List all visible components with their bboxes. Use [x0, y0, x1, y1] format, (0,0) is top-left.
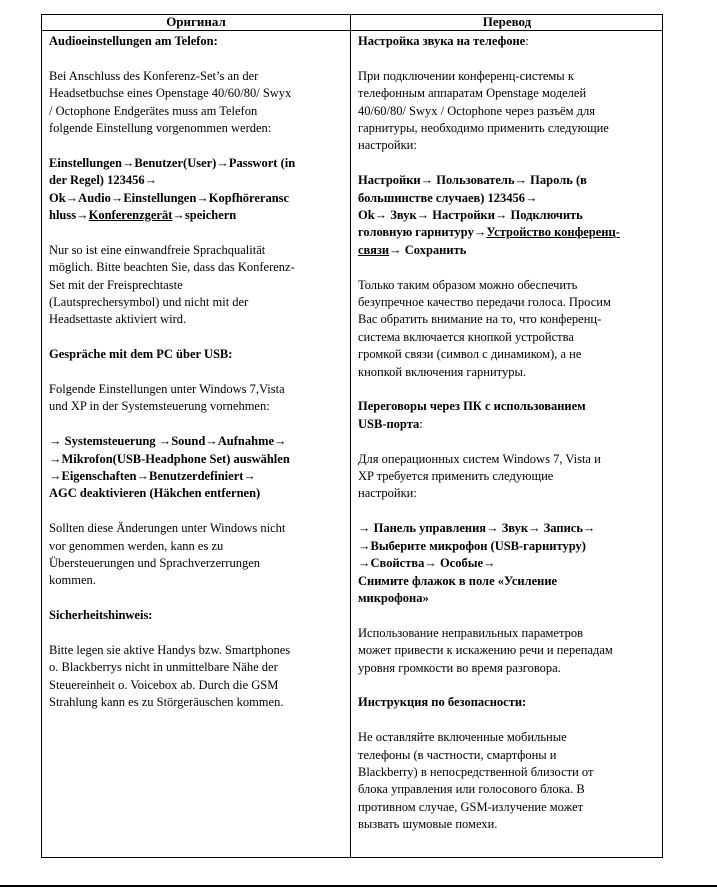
safety-text: Bitte legen sie aktive Handys bzw. Smartphones o. Blackberrys nicht in unmittelbare Nähe der Steuereinheit o. Voicebox ab. Durch die GSM Strahlung kann es zu Störgeräuschen kommen.	[49, 643, 291, 710]
usb-heading: Gespräche mit dem PC über USB:	[49, 347, 233, 362]
usb-path: → Systemsteuerung →Sound→Aufnahme→ →Mikrofon(USB-Headphone Set) auswählen →Eigenschaften→Benutzerdefiniert→ AGC deaktivieren (Häkchen entfernen)	[49, 434, 290, 501]
usb-heading-ru-colon: :	[419, 416, 423, 431]
settings-path-ru-end: → Сохранить	[389, 242, 467, 257]
safety-text-ru: Не оставляйте включенные мобильные телефоны (в частности, смартфоны и Blackberry) в непосредственной близости от блока управления или голосового блока. В противном случае, GSM-излучение может вызвать шумовые помехи.	[358, 730, 594, 832]
usb-heading-ru	[358, 398, 658, 433]
warning-text-ru: Использование неправильных параметров может привести к искажению речи и перепадам уровня громкости во время разговора.	[358, 625, 613, 675]
column-divider	[350, 14, 351, 858]
audio-heading-ru	[358, 33, 658, 50]
settings-path-end: →speichern	[172, 208, 237, 223]
quality-text-ru: Только таким образом можно обеспечить безупречное качество передачи голоса. Просим Вас обратить внимание на то, что конференц- система включается кнопкой устройства громкой связи (символ с динамиком), а не кнопкой включения гарнитуры.	[358, 277, 611, 379]
usb-text: Folgende Einstellungen unter Windows 7,Vista und XP in der Systemsteuerung vornehmen:	[49, 382, 285, 414]
usb-path-ru: → Панель управления→ Звук→ Запись→ →Выберите микрофон (USB-гарнитуру) →Свойства→ Особые→ Снимите флажок в поле «Усиление микрофона»	[358, 521, 596, 605]
audio-heading: Audioeinstellungen am Telefon:	[49, 34, 218, 48]
settings-path-ru-steps: Настройки→ Пользователь→ Пароль (в большинстве случаев) 123456→ Ok→ Звук→ Настройки→ Подключить головную гарнитуру→	[358, 173, 587, 240]
usb-heading-ru-text: Переговоры через ПК с использованием USB-порта	[358, 399, 586, 431]
translation-column	[358, 33, 658, 851]
header-original: Оригинал	[166, 14, 226, 29]
usb-text-ru: Для операционных систем Windows 7, Vista и XP требуется применить следующие настройки:	[358, 451, 601, 501]
page-bottom-rule	[0, 885, 717, 887]
header-divider	[41, 30, 663, 31]
audio-text: Bei Anschluss des Konferenz-Set’s an der Headsetbuchse eines Openstage 40/60/80/ Swyx / Octophone Endgerätes muss am Telefon folgende Einstellung vorgenommen werden:	[49, 68, 292, 136]
settings-path-ru	[358, 172, 658, 259]
settings-path-device: Konferenzgerät	[88, 208, 173, 223]
quality-text: Nur so ist eine einwandfreie Sprachqualität möglich. Bitte beachten Sie, dass das Konferenz- Set mit der Freisprechtaste (Lautsprechersymbol) und nicht mit der Headsettaste aktiviert wird.	[49, 242, 295, 327]
settings-path-ru-device: Устройство конференц-связи	[358, 225, 620, 257]
audio-text-ru: При подключении конференц-системы к телефонным аппаратам Openstage моделей 40/60/80/ Swyx / Octophone через разъём для гарнитуры, необходимо применить следующие настройки:	[358, 68, 609, 153]
safety-heading: Sicherheitshinweis:	[49, 608, 153, 623]
original-column	[49, 33, 347, 729]
audio-heading-ru-text: Настройка звука на телефоне	[358, 34, 526, 48]
settings-path-steps: Einstellungen→Benutzer(User)→Passwort (in der Regel) 123456→ Ok→Audio→Einstellungen→Kopfhöreransc hluss→	[49, 155, 296, 223]
settings-path	[49, 155, 347, 225]
audio-heading-ru-colon: :	[525, 34, 529, 48]
warning-text: Sollten diese Änderungen unter Windows nicht vor genommen werden, kann es zu Übersteuerungen und Sprachverzerrungen kommen.	[49, 521, 286, 588]
header-translation: Перевод	[482, 14, 532, 29]
safety-heading-ru: Инструкция по безопасности:	[358, 695, 527, 710]
